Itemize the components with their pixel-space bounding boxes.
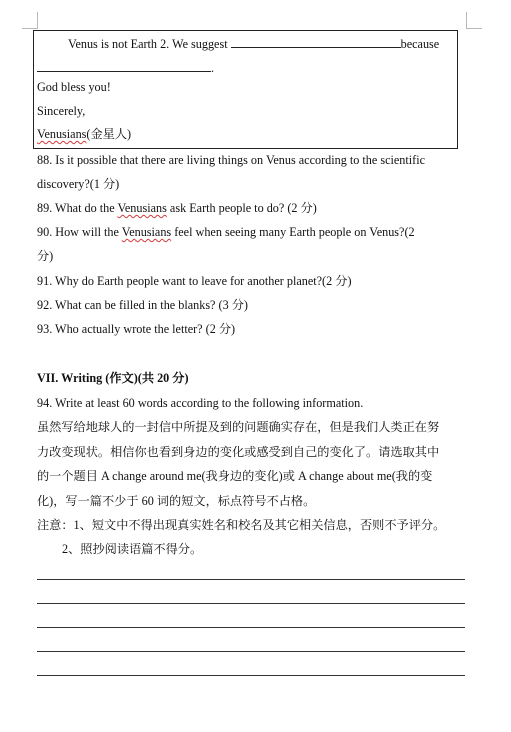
q89-pre: 89. What do the	[37, 201, 118, 215]
suggest-prefix: Venus is not Earth 2. We suggest	[68, 37, 231, 51]
writing-heading: VII. Writing (作文)(共 20 分)	[37, 371, 189, 385]
question-91: 91. Why do Earth people want to leave for another planet?(2 分)	[37, 274, 352, 288]
question-89	[37, 201, 317, 215]
answer-line[interactable]	[37, 627, 465, 628]
crop-mark-left-h	[22, 28, 38, 29]
letter-closing: Sincerely,	[37, 104, 86, 118]
crop-mark-right-v	[466, 12, 467, 28]
question-94: 94. Write at least 60 words according to the following information.	[37, 396, 364, 410]
question-88-line2: discovery?(1 分)	[37, 177, 120, 191]
letter-blank-line	[37, 61, 214, 75]
question-90	[37, 225, 415, 239]
writing-cn-line3: 的一个题目 A change around me(我身边的变化)或 A change about me(我的变	[37, 469, 433, 483]
q89-post: ask Earth people to do? (2 分)	[166, 201, 317, 215]
question-92: 92. What can be filled in the blanks? (3 分)	[37, 298, 248, 312]
letter-suggest-line	[68, 37, 439, 51]
suggest-suffix: because	[400, 37, 440, 51]
writing-cn-line1: 虽然写给地球人的一封信中所提及到的问题确实存在，但是我们人类正在努	[37, 420, 440, 434]
answer-line[interactable]	[37, 579, 465, 580]
writing-cn-line4: 化)，写一篇不少于 60 词的短文，标点符号不占格。	[37, 494, 316, 508]
letter-signature	[37, 127, 131, 141]
crop-mark-right-h	[466, 28, 482, 29]
answer-blank-2[interactable]	[37, 61, 211, 72]
question-88-line1: 88. Is it possible that there are living things on Venus according to the scientific	[37, 153, 425, 167]
q90-post: feel when seeing many Earth people on Venus?(2	[171, 225, 415, 239]
signature-cn: (金星人)	[86, 127, 132, 141]
answer-line[interactable]	[37, 675, 465, 676]
question-90-line2: 分)	[37, 249, 54, 263]
q89-word: Venusians	[117, 201, 167, 215]
signature-word: Venusians	[37, 127, 87, 141]
writing-cn-line2: 力改变现状。相信你也看到身边的变化或感受到自己的变化了。请选取其中	[37, 445, 440, 459]
crop-mark-left-v	[37, 12, 38, 28]
question-93: 93. Who actually wrote the letter? (2 分)	[37, 322, 236, 336]
writing-note-2: 2、照抄阅读语篇不得分。	[62, 542, 203, 556]
blank-end: .	[211, 61, 215, 75]
q90-pre: 90. How will the	[37, 225, 122, 239]
q90-word: Venusians	[121, 225, 172, 239]
answer-line[interactable]	[37, 603, 465, 604]
answer-blank-1[interactable]	[231, 37, 401, 48]
writing-note-1: 注意：1、短文中不得出现真实姓名和校名及其它相关信息，否则不予评分。	[37, 518, 446, 532]
answer-line[interactable]	[37, 651, 465, 652]
letter-bless: God bless you!	[37, 80, 111, 94]
